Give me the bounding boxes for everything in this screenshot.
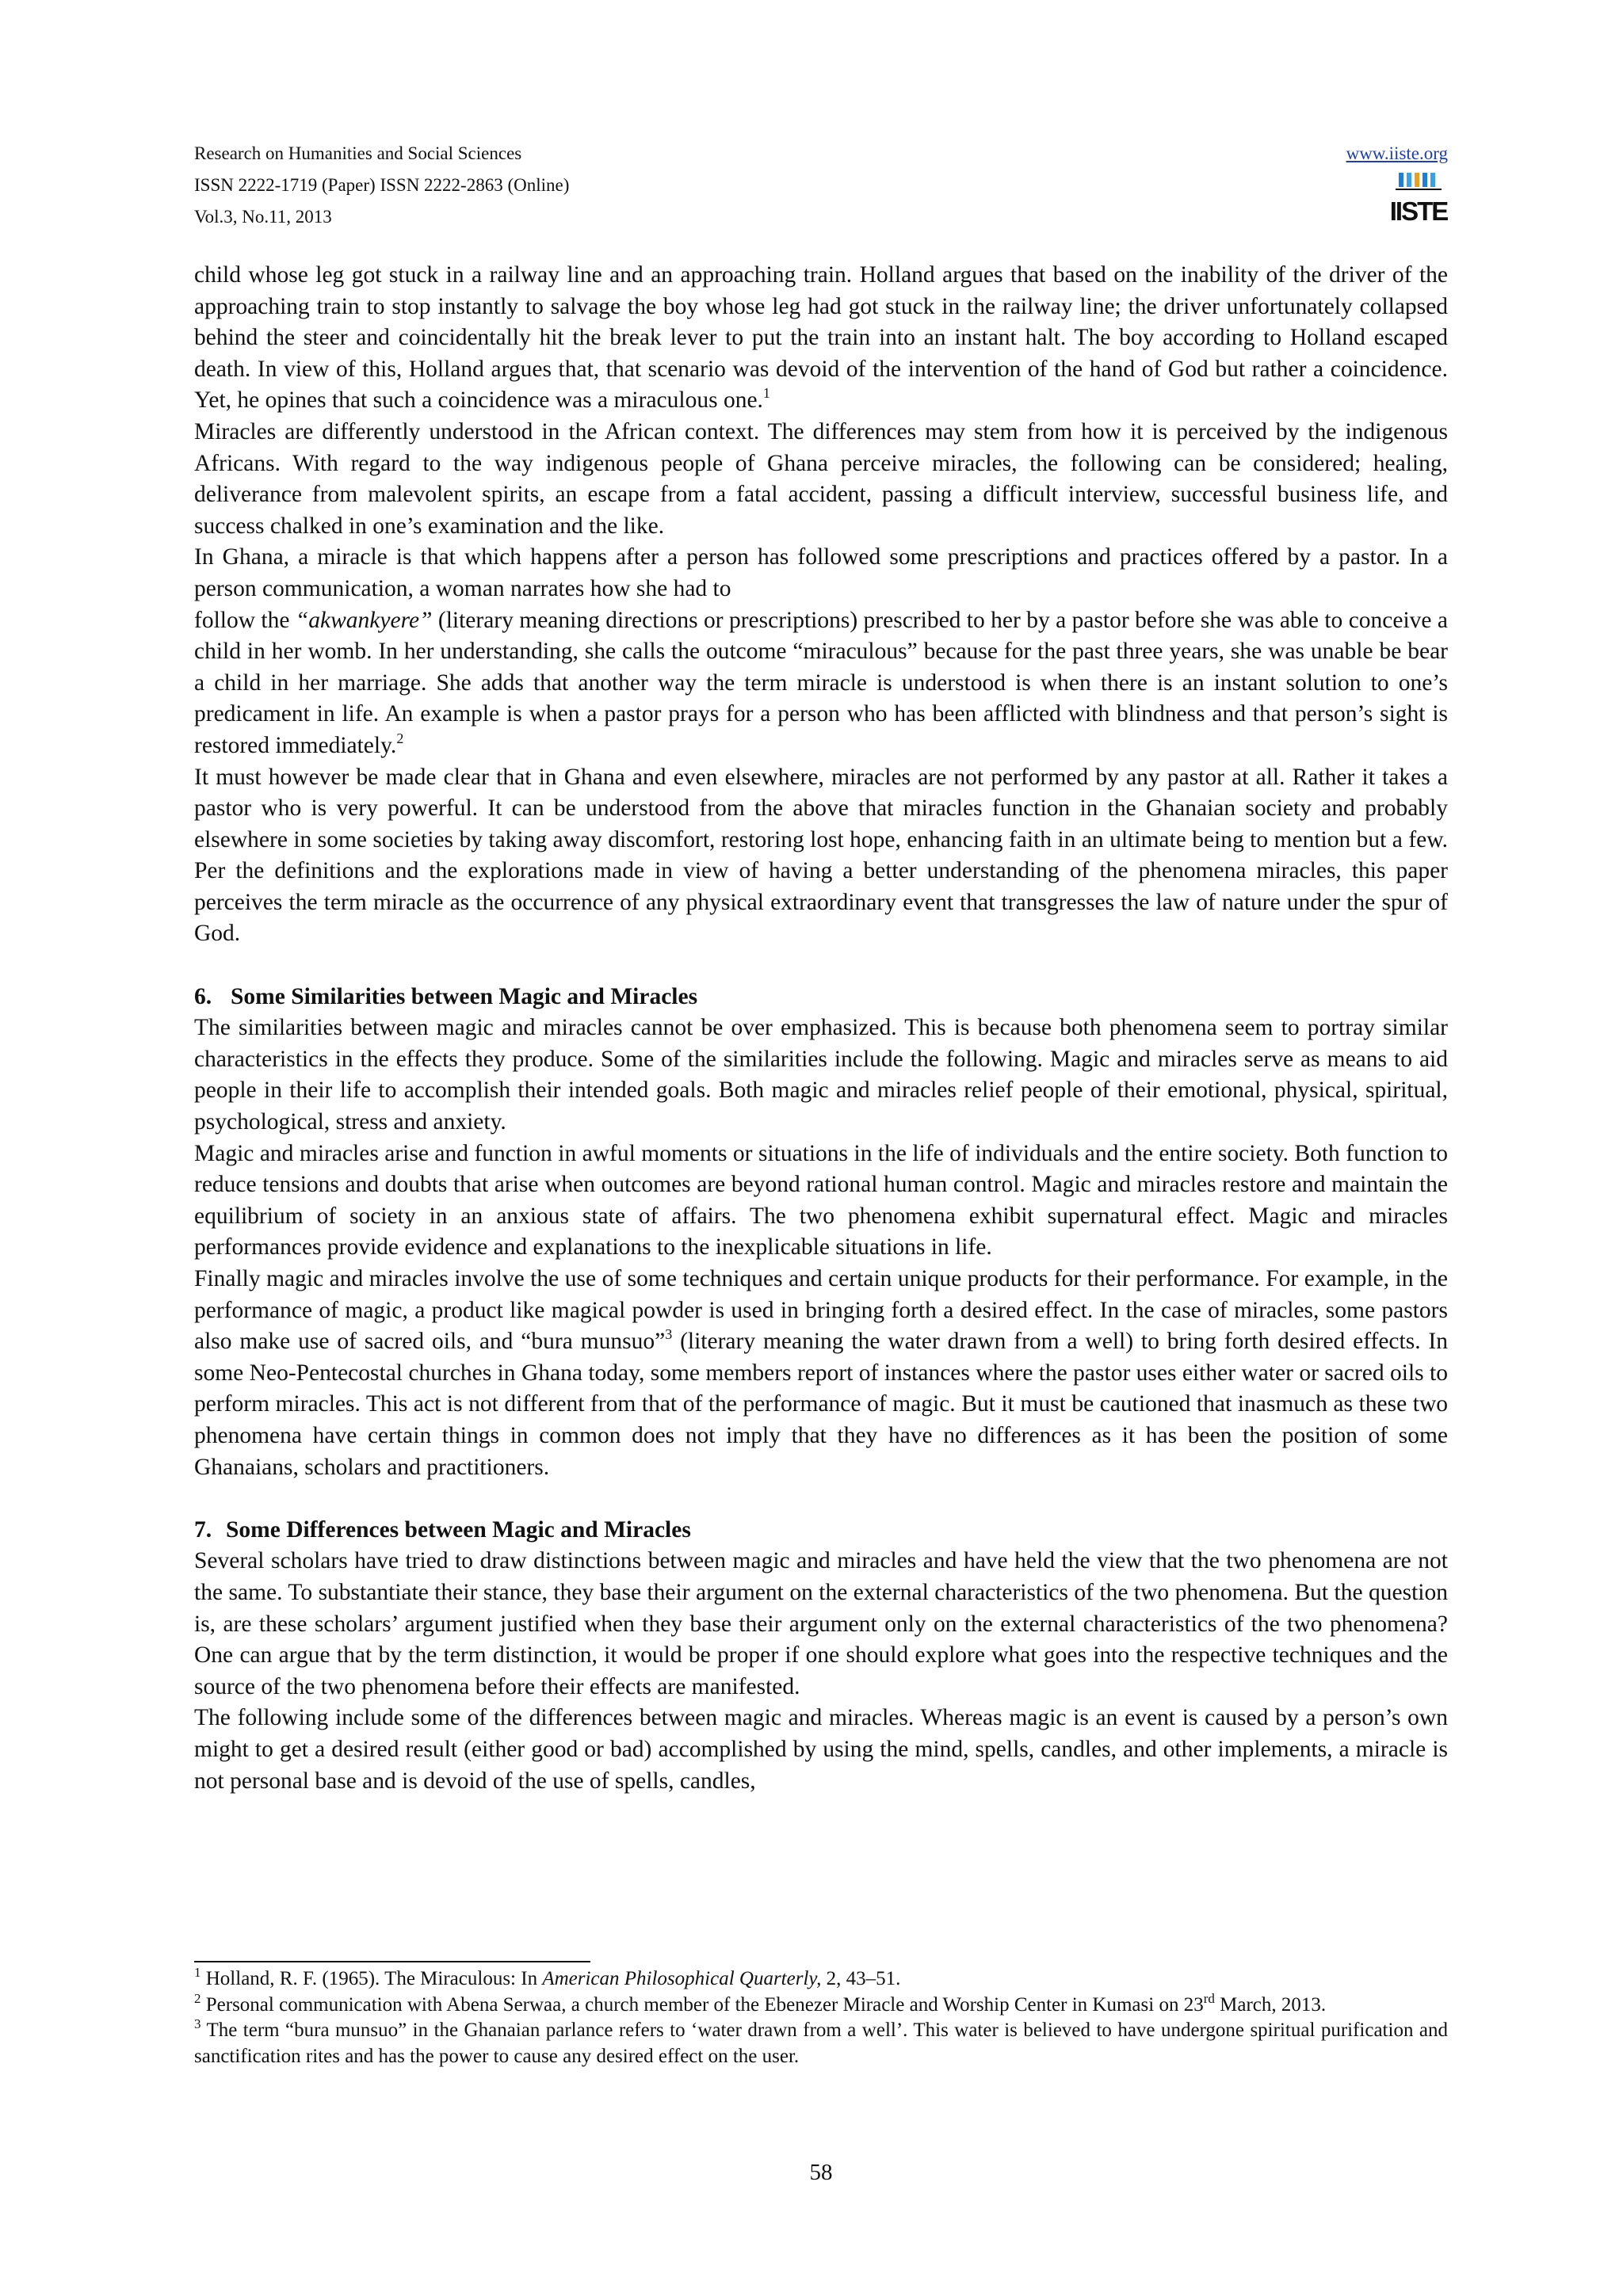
section-heading-6: 6. Some Similarities between Magic and Miracles: [194, 983, 698, 1009]
footnote-1: $^1$ Holland, R. F. (1965). The Miraculous: In American Philosophical Quarterly, 2, 43–51.: [194, 1965, 901, 1989]
volume-line: Vol.3, No.11, 2013: [194, 207, 332, 227]
journal-title: Research on Humanities and Social Sciences: [194, 143, 522, 163]
footnote-ref-1[interactable]: 1: [762, 385, 770, 402]
paragraph: Several scholars have tried to draw distinctions between magic and miracles and have held the view that the two phenomena are not the same. To substantiate their stance, they base their argument on the external characteristics of the two phenomena. But the question is, are these scholars’ argument justified when they base their argument only on the external characteristics of the two phenomena? One can argue that by the term distinction, it would be proper if one should explore what goes into the respective techniques and the source of the two phenomena before their effects are manifested.: [194, 1548, 1448, 1699]
paragraph: Magic and miracles arise and function in awful moments or situations in the life of individuals and the entire society. Both function to reduce tensions and doubts that arise when outcomes are beyond rational human control. Magic and miracles restore and maintain the equilibrium of society in an anxious state of affairs. The two phenomena exhibit supernatural effect. Magic and miracles performances provide evidence and explanations to the inexplicable situations in life.: [194, 1140, 1448, 1261]
paragraph: The following include some of the differences between magic and miracles. Whereas magic is an event is caused by a person’s own might to get a desired result (either good or bad) accomplished by using the mind, spells, candles, and other implements, a miracle is not personal base and is devoid of the use of spells, candles,: [194, 1705, 1448, 1794]
paragraph: child whose leg got stuck in a railway line and an approaching train. Holland argues that based on the inability of the driver of the approaching train to stop instantly to salvage the boy whose leg had got stuck in the railway line; the driver unfortunately collapsed behind the steer and coincidentally hit the break lever to put the train into an instant halt. The boy according to Holland escaped death. In view of this, Holland argues that, that scenario was devoid of the intervention of the hand of God but rather a coincidence. Yet, he opines that such a coincidence was a miraculous one.$^1$: [194, 262, 1448, 414]
footnote-2: $^2$ Personal communication with Abena Serwaa, a church member of the Ebenezer Miracle and Worship Center in Kumasi on 23rd March, 2013.: [194, 1990, 1327, 2016]
footnote-ref-3[interactable]: 3: [665, 1326, 673, 1343]
running-header: [194, 138, 1448, 233]
footnotes: [194, 1966, 1448, 2069]
article-body: [194, 260, 1448, 1797]
paragraph: Finally magic and miracles involve the use of some techniques and certain unique products for their performance. For example, in the performance of magic, a product like magical powder is used in bringing forth a desired effect. In the case of miracles, some pastors also make use of sacred oils, and “bura munsuo”$^3$ (literary meaning the water drawn from a well) to bring forth desired effects. In some Neo-Pentecostal churches in Ghana today, some members report of instances where the pastor uses either water or sacred oils to perform miracles. This act is not different from that of the performance of magic. But it must be cautioned that inasmuch as these two phenomena have certain things in common does not imply that they have no differences as it has been the position of some Ghanaians, scholars and practitioners.: [194, 1266, 1449, 1480]
term-akwankyere: “akwankyere”: [295, 607, 433, 633]
paragraph: The similarities between magic and miracles cannot be over emphasized. This is because both phenomena seem to portray similar characteristics in the effects they produce. Some of the similarities include the following. Magic and miracles serve as means to aid people in their life to accomplish their intended goals. Both magic and miracles relief people of their emotional, physical, spiritual, psychological, stress and anxiety.: [194, 1015, 1448, 1135]
footnote-3: $^3$ The term “bura munsuo” in the Ghanaian parlance refers to ‘water drawn from a well’. This water is believed to have undergone spiritual purification and sanctification rites and has the power to cause any desired effect on the user.: [194, 2016, 1448, 2067]
footnote-ref-2[interactable]: 2: [396, 730, 404, 746]
journal-url-link[interactable]: www.iiste.org: [1346, 143, 1448, 163]
page-number: 58: [809, 2160, 833, 2185]
paragraph: Miracles are differently understood in the African context. The differences may stem from how it is perceived by the indigenous Africans. With regard to the way indigenous people of Ghana perceive miracles, the following can be considered; healing, deliverance from malevolent spirits, an escape from a fatal accident, passing a difficult interview, successful business life, and success chalked in one’s examination and the like.: [194, 418, 1448, 539]
footnote-divider: [194, 1961, 590, 1962]
paragraph: In Ghana, a miracle is that which happens after a person has followed some prescriptions and practices offered by a pastor. In a person communication, a woman narrates how she had to: [194, 544, 1448, 601]
section-heading-7: 7. Some Differences between Magic and Miracles: [194, 1516, 691, 1543]
logo-text: IISTE: [1389, 196, 1448, 226]
issn-line: ISSN 2222-1719 (Paper) ISSN 2222-2863 (Online): [194, 175, 570, 195]
paragraph: It must however be made clear that in Ghana and even elsewhere, miracles are not performed by any pastor at all. Rather it takes a pastor who is very powerful. It can be understood from the above that miracles function in the Ghanaian society and probably elsewhere in some societies by taking away discomfort, restoring lost hope, enhancing faith in an ultimate being to mention but a few. Per the definitions and the explorations made in view of having a better understanding of the phenomena miracles, this paper perceives the term miracle as the occurrence of any physical extraordinary event that transgresses the law of nature under the spur of God.: [194, 764, 1448, 947]
paragraph: follow the “akwankyere” (literary meaning directions or prescriptions) prescribed to her by a pastor before she was able to conceive a child in her womb. In her understanding, she calls the outcome “miraculous” because for the past three years, she was unable be bear a child in her marriage. She adds that another way the term miracle is understood is when there is an instant solution to one’s predicament in life. An example is when a pastor prays for a person who has been afflicted with blindness and that person’s sight is restored immediately.$^2$: [194, 607, 1449, 758]
iiste-logo-icon: [1389, 171, 1448, 227]
